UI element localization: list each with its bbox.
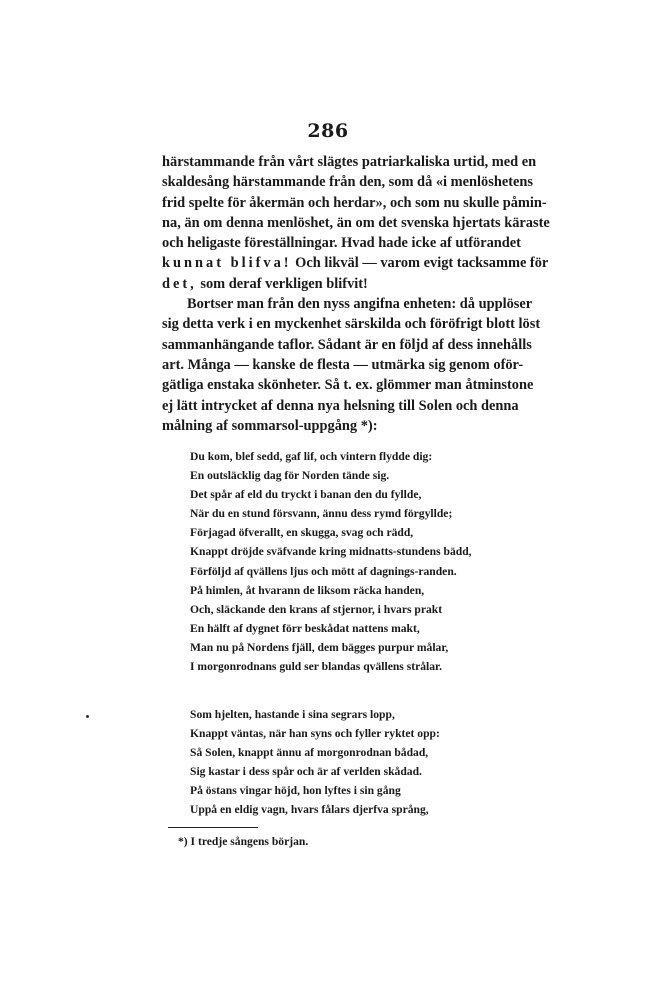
verse-stanza-1 bbox=[190, 447, 472, 676]
verse-line: I morgonrodnans guld ser blandas qvällens strålar. bbox=[190, 660, 443, 674]
prose-line bbox=[162, 355, 524, 375]
verse-line: Förföljd af qvällens ljus och mött af dagnings-randen. bbox=[190, 564, 457, 578]
prose-text: målning af sommarsol-uppgång *): bbox=[162, 417, 378, 434]
prose-text: sig detta verk i en myckenhet särskilda och föröfrigt blott löst bbox=[162, 316, 541, 333]
verse-line: När du en stund försvann, ännu dess rymd förgyllde; bbox=[190, 507, 453, 521]
prose-text: härstammande från vårt slägtes patriarkaliska urtid, med en bbox=[162, 154, 537, 170]
verse-line: Sig kastar i dess spår och är af verlden skådad. bbox=[190, 765, 422, 779]
prose-line bbox=[162, 172, 533, 192]
prose-line bbox=[162, 193, 547, 213]
prose-text: gätliga enstaka skönheter. Så t. ex. glömmer man åtminstone bbox=[162, 377, 534, 394]
prose-line bbox=[162, 152, 537, 172]
prose-line bbox=[162, 233, 521, 253]
verse-line: På östans vingar höjd, hon lyftes i sin gång bbox=[190, 784, 401, 798]
prose-line bbox=[162, 335, 532, 355]
prose-text: sammanhängande taflor. Sådant är en följd af dess innehålls bbox=[162, 336, 532, 353]
prose-text: Och likväl — varom evigt tacksamme för bbox=[291, 255, 549, 272]
verse-line: Du kom, blef sedd, gaf lif, och vintern flydde dig: bbox=[190, 450, 433, 463]
prose-text: ej lätt intrycket af denna nya helsning till Solen och denna bbox=[162, 397, 519, 414]
prose-text: art. Många — kanske de flesta — utmärka sig genom oför- bbox=[162, 356, 524, 373]
prose-line bbox=[162, 213, 550, 233]
verse-line: Det spår af eld du tryckt i banan den du fyllde, bbox=[190, 488, 422, 502]
verse-line: Förjagad öfverallt, en skugga, svag och rädd, bbox=[190, 526, 414, 540]
verse-line: Och, släckande den krans af stjernor, i hvars prakt bbox=[190, 602, 443, 616]
verse-line: Knappt dröjde sväfvande kring midnatts-stundens bädd, bbox=[190, 545, 472, 559]
prose-line bbox=[162, 416, 494, 436]
prose-text: na, än om denna menlöshet, än om det svenska hjertats käraste bbox=[162, 214, 550, 231]
emphasized-text: kunnat blifva! bbox=[162, 255, 292, 272]
footnote: *) I tredje sångens början. bbox=[178, 835, 309, 848]
prose-text: skaldesång härstammande från den, som då «i menlöshetens bbox=[162, 174, 533, 191]
prose-block bbox=[162, 152, 550, 436]
verse-line: Knappt väntas, när han syns och fyller ryktet opp: bbox=[190, 727, 440, 741]
page-number: 286 bbox=[307, 120, 349, 142]
verse-line: Så Solen, knappt ännu af morgonrodnan bådad, bbox=[190, 746, 429, 760]
emphasized-text: det, bbox=[162, 275, 197, 292]
prose-line bbox=[162, 253, 549, 273]
verse-line: Som hjelten, hastande i sina segrars lopp, bbox=[190, 708, 395, 721]
verse-line: En outsläcklig dag för Norden tände sig. bbox=[190, 469, 390, 483]
prose-line bbox=[162, 375, 534, 395]
prose-line bbox=[162, 396, 519, 416]
verse-line: Uppå en eldig vagn, hvars fålars djerfva språng, bbox=[190, 803, 429, 817]
verse-line: På himlen, åt hvarann de liksom räcka handen, bbox=[190, 583, 425, 597]
verse-stanza-2 bbox=[190, 705, 440, 820]
verse-line: Man nu på Nordens fjäll, dem bägges purpur målar, bbox=[190, 640, 449, 654]
prose-text: och heligaste föreställningar. Hvad hade icke af utförandet bbox=[162, 235, 521, 252]
margin-mark bbox=[86, 715, 89, 718]
prose-text: Bortser man från den nyss angifna enheten: då upplöser bbox=[187, 296, 533, 313]
verse-line: En hälft af dygnet förr beskådat nattens makt, bbox=[190, 621, 420, 635]
prose-line bbox=[162, 314, 541, 334]
prose-line bbox=[162, 294, 533, 314]
footnote-rule bbox=[168, 827, 258, 828]
prose-text: som deraf verkligen blifvit! bbox=[196, 275, 368, 292]
prose-line bbox=[162, 274, 494, 294]
prose-text: frid spelte för åkermän och herdar», och som nu skulle påmin- bbox=[162, 194, 547, 211]
